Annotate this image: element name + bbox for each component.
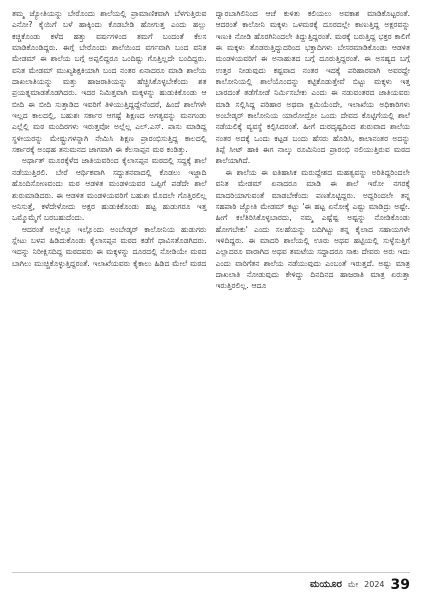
paragraph: ತಮ್ಮ ಜ್ಯೋತಿಯನ್ನು ಬೇರೊಂದು ಶಾಲೆಯಲ್ಲಿ ಪ್ರಾಮಾಣಿಕವಾಗಿ ಬೆಳಗುತ್ತಿರುವ ಎನೋ? ಕೈಯಿಗೆ ಬಳೆ ಹಾಕ್ಕಿಂದು ಕೊಡಬೇಡಿ ಹೋಗುತ್ತ ಎಂದು ಹಲ್ಲು ಕಚ್ಚಿಕೊಂಡು ಕಳೆದ ಹತ್ತು ವರ್ಷಗಳಿಂದ ತಮಗೆ ಬಂದಂತೆ ಕೆಲಸ ಮಾಡಿಕೊಂಡಿದ್ದರು. ಈಗ್ಗೆ ಬೇರೊಂದು ಶಾಲೆಯಿಂದ ವರ್ಗವಾಗಿ ಬಂದ ವನಿತ ಮೇಡಮ್ ಈ ಶಾಲೆಯ ಬಗ್ಗೆ ಅಪ್ಪಲಿದ್ದರೂ ಒಂದಿಷ್ಟು ಗೊತ್ತಿಲ್ಲದೇ ಬಂದಿದ್ದರು. ವನಿತ ಮೇಡಮ್ ಮುಖ್ಯಶಿಕ್ಷಕಿಯಾಗಿ ಬಂದ ನಂತರ ಏನಾದರೂ ಮಾಡಿ ಶಾಲೆಯ ದಾಖಲಾತಿಯನ್ನು ಮತ್ತು ಹಾಜರಾತಿಯನ್ನು ಹೆಚ್ಚಿಸಿಕೊಳ್ಳಬೇಕೆಂದು ಶತ ಪ್ರಯತ್ನಮಾಡತೊಡಗಿದರು. ಇದರ ನಿಮಿತ್ತವಾಗಿ ಮಕ್ಕಳನ್ನು ಹುಡುಕಿಕೊಂಡು ಆ ಬೀದಿ ಈ ಬೀದಿ ಸುತ್ತಾಡಿದ ಇವರಿಗೆ ತಿಳಿಯುತ್ತಿದ್ದದ್ದೇನೆಂದರೆ, ಹಿಂದೆ ಶಾಲೆಗಳೇ ಇಲ್ಲದ ಕಾಲದಲ್ಲಿ, ಬಹುಶಃ ಸರ್ಕಾರ ಆಗಷ್ಟೆ ಶಿಕ್ಷಣದ ಅಗತ್ಯವನ್ನು ಮನಗಂಡು ಎಲ್ಲೆಲ್ಲಿ ಮಠ ಮಂದಿರಗಳು ಇರುತ್ತವೋ ಅಲ್ಲೆಲ್ಲ ಎಲ್.ಎಸ್. ಪಾಸು ಮಾಡಿದ್ದ ಸ್ಥಳೀಯರನ್ನು ಮೇಷ್ಟ್ರುಗಳನ್ನಾಗಿ ನೇಮಿಸಿ ಶಿಕ್ಷಣ ಪ್ರಾರಂಭಿಸುತ್ತಿದ್ದ ಕಾಲದಲ್ಲಿ ಸರ್ಕಾರಕ್ಕೆ ಅಂಥಹ ತನುಮನದ ಜಾಗವಾಗಿ ಈ ಕೆಲಸಾಪ್ಪನ ಮಠ ಕಂಡಿತ್ತು. <box>12 9 207 155</box>
paragraph: ಅರ್ಥಾತ್ ಮೂರಕ್ಕೆಳೆದ ಜಾತಿಯವರಿಂದ ಕೈಲಾಸಪ್ಪನ ಮಠದಲ್ಲಿ ಸದ್ದಕ್ಕೆ ಶಾಲೆ ನಡೆಯುತ್ತಿರಲಿ. ಬೇರೆ ಆರ್ಥಿಕವಾಗಿ ಸದ್ದುತನವಾದಲ್ಲಿ ಕೊಡಲು ಇಜ್ಜಾದಿ ಹೊಂದಿಸೋಣವಂದು ಮಠ ಆಡಳಿತ ಮಂಡಳಿಯವರ ಒಪ್ಪಿಗೆ ಪಡೆದೇ ಶಾಲೆ ಶುರುಮಾಡಿದರು. ಈ ಆಡಳಿತ ಮಂಡಳಿಯವರಿಗೆ ಬಹುಶಃ ಮೊದಲೇ ಗೊತ್ತಿರಲಿಲ್ಲ ಅನಿಸುತ್ತೆ, ಕಳೆದೇಳೋದು ಅಕ್ಷರ ಹುಡುಕಿಕೊಂಡು ಹಟ್ಟ ಹುಡುಗರೂ ಇತ್ತ ಒಮ್ಮೊಮ್ಮೆಗೆ ಬರಬಹುದೆಂದು. <box>12 156 207 223</box>
page-footer <box>12 572 410 592</box>
issue-month: ಮೇ <box>347 579 359 589</box>
page-number: 39 <box>390 576 410 593</box>
article-body <box>12 8 410 560</box>
magazine-logo: ಮಯೂರ <box>310 579 342 590</box>
paragraph: ಆದರಂತೆ ಅಲ್ಲೆಲ್ಲೂ ಇಲ್ಲೊಂದು ಅಂಬೇಡ್ಕರ್ ಕಾಲೋನಿಯ ಹುಡುಗರು ಸ್ಲೇಟು ಬಳಪ ಹಿಡಿದುಕೊಂಡು ಕೈಲಾಸಪ್ಪನ ಮಠದ ಕಡೆಗೆ ಧಾವಿಸತೊಡಗಿದರು. ಇದನ್ನು ನಿರೀಕ್ಷಿಸದಿದ್ದ ಮಠದವರು ಈ ಮಕ್ಕಳನ್ನು ದೂರದಲ್ಲಿ ನೋಡಿಯೇ ಮಠದ ಬಾಗಿಲು ಮುಚ್ಚಿಕೊಳ್ಳುತ್ತಿದ್ದರಂತೆ. ಇಲಾಖೆಯವರು ಕೈಕಾಲು ಹಿಡಿದ ಮೇಲೆ ಮಠದ <box>12 224 207 268</box>
left-column <box>12 8 207 560</box>
paragraph: ದ್ವಾರಬಾಗಿಲಿನಿಂದ ಆಚೆ ಕುಳಿತು ಕಲಿಯಲು ಅವಕಾಶ ಮಾಡಿಕೊಟ್ಟರಂತೆ. ಆದರಂತೆ ಕಾಲೋನಿ ಮಕ್ಕಳು ಒಳಮಠಕ್ಕೆ ದೂರದಲ್ಲೇ ಕಾಣುತ್ತಿದ್ದ ಅಕ್ಷರವನ್ನು ಇಣುಕಿ ನೋಡಿ ಹೊರಗಿನಿಂದಲೇ ತಿದ್ದುತ್ತಿದ್ದರಂತೆ. ಮಠಕ್ಕೆ ಬರುತ್ತಿದ್ದ ಭಕ್ತರ ಕಾಲಿಗೆ ಈ ಮಕ್ಕಳು ತೊಡರುತ್ತಿದ್ದುದರಿಂದ ಭಕ್ತಾದಿಗಳು ಬೇಸರಮಾಡಿಕೊಂಡು ಆಡಳಿತ ಮಂಡಳಿಯವರಿಗೆ ಈ ಅನಾಹುತದ ಬಗ್ಗೆ ದೂರುತ್ತಿದ್ದರಂತೆ. ಈ ಅಸಹ್ಯದ ಬಗ್ಗೆ ಉತ್ತರ ನೀಡುವುದು ಕಷ್ಟವಾದ ನಂತರ ಇದಕ್ಕೆ ಪರಿಹಾರವಾಗಿ ಅವರದ್ದೇ ಕಾಲೋನಿಯಲ್ಲಿ ಶಾಲೆಯೊಂದನ್ನು ಕಟ್ಟಿಕೊಡುತ್ತೇವೆ ಬಿಟ್ಟು ಮಕ್ಕಳು ಇತ್ತ ಬಾರದಂತೆ ತಡೆಗೋಡೆ ನಿರ್ಮಿಸಬೇಕು ಎಂದು ಈ ನಡುವಂತರದ ಜಾತಿಯವರು ಮಾಡಿ ಸಲ್ಲಿಸಿದ್ದ ಪರಿಹಾರ ಅಥವಾ ಕ್ಷಮಿಯೆಂದೇ, ಇಲಾಖೆಯ ಅಧಿಕಾರಿಗಳು ಅಂಬೇಡ್ಕರ್ ಕಾಲೋನಿಯ ಯಾರೋದ್ರೋ ಒಂದು ದೇವದ ಕೊಟ್ಟಿಗೆಯಲ್ಲಿ ಶಾಲೆ ನಡೆಯಲಿಕ್ಕೆ ವ್ಯವಸ್ಥೆ ಕಲ್ಪಿಸಿದರಂತೆ. ಹೀಗೆ ದುರದೃಷ್ಟದಿಂದ ಶುರುವಾದ ಶಾಲೆಯ ನಂತರ ಅದಕ್ಕೆ ಒಂದು ಕಟ್ಟಡ ಬಂದು ಹೆಸರು ಹೊಡಿಸಿ, ಕಾಲಾನಂತರ ಅದನ್ನು ತಿಪ್ಪೆ ಸೀಟ್ ಹಾಕಿ ಈಗ ನಾಲ್ಕು ರೂಮಿನಿಂದ ಪ್ರಾರಂಭಿ ನಲಿಯುತ್ತಿರುವ ಮಠದ ಶಾಲೆಯಾಗಿದೆ. <box>215 9 410 166</box>
paragraph: ಈ ಶಾಲೆಯ ಈ ಐತಿಹಾಸಿಕ ಮರುದ್ದೇಶದ ಮಹತ್ವವನ್ನು ಅರಿತಿದ್ದರಿಂದಲೇ ವನಿತ ಮೇಡಮ್ ಏನಾದರೂ ಮಾಡಿ ಈ ಶಾಲೆ ಇರೋ ನಗರಕ್ಕೆ ಮಾದರಿಯಾಗುವಂತೆ ಮಾಡಬೇಕೆಂದು ಪಣತೊಟ್ಟಿದ್ದರು. ಅದ್ದರಿಂದಲೇ ತನ್ನ ಸಹಪಾಠಿ ಜ್ಯೋತಿ ಮೇಡಮ್ ಕಟ್ಟು 'ಈ ಹಟ್ಟ ಏನೋಕ್ಕೆ ಎಷ್ಟು ಮಾಡಿದ್ರು ಅಷ್ಟೇ. ಹೀಗೆ ಕಲೆತಿರಿಸಿಕೊಳ್ಳಬಾರದು, ನಮ್ಮ ಎಷ್ಟೆಷ್ಟ ಅಷ್ಟನ್ನು ನೋಡಿಕೊಂಡು ಹೋಗಬೇಕು' ಎಂದು ಸಲಹೆಯನ್ನು ಬದಿಗಿಟ್ಟು ತನ್ನ ಕೈಲಾದ ಸಹಾಯಗಳೇ ಇಳಿದಿದ್ದರು. ಈ ಮಾದರಿ ಶಾಲೆಯಲ್ಲಿ ಊರು ಅಥವ ಹಟ್ಟಿಯಲ್ಲಿ ಸುಳ್ಳೆಸುತ್ತಿಗೆ ಎಲ್ಲಾದರೂ ವಾರಾಗಿದ ಅಥವ ತಮಟೆಯ ಸದ್ದಾದರೂ ಸಾಕು ದೇವರು ಅರು ಇದು ಎಂದು ವಾರಿಗೆತನ ಶಾಲೆಯ ನಡೆಯುವುದು ಎಂಬಂತೆ ಇರುತ್ತದೆ. ಅಷ್ಟು ಮಾತ್ರ ದಾಖಲಾತಿ ನೋಡುವುದು ಕೇಳಿದ್ದು ದಿನದಿನದ ಹಾಜರಾತಿ ಮಾತ್ರ ಏರುತ್ತಾ ಇರುತ್ತಿರಲಿಲ್ಲ. ಆದೂ <box>215 167 410 291</box>
issue-year: 2024 <box>364 580 385 589</box>
right-column <box>216 8 411 560</box>
